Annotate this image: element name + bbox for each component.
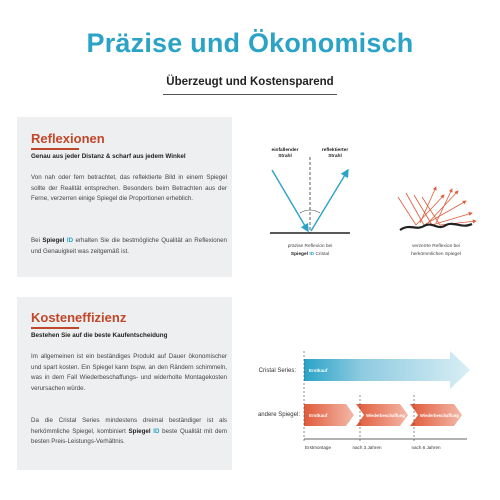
caption-distorted-line-1: verzerrte Reflexion bei xyxy=(412,244,460,249)
bar-label-first-purchase: Erstkauf xyxy=(309,368,328,373)
brand-name: Spiegel xyxy=(42,237,65,244)
timeline-label-3-years: nach 3 Jahren xyxy=(352,445,382,450)
page-title: Präzise und Ökonomisch xyxy=(86,28,414,58)
bar-label-replacement-2: Wiederbeschaffung xyxy=(420,413,459,418)
page-subtitle: Überzeugt und Kostensparend xyxy=(166,76,334,88)
cost-comparison-diagram xyxy=(242,345,492,455)
label-incident-ray-line-1: einfallender xyxy=(271,148,299,153)
kosteneffizienz-subheading: Bestehen Sie auf die beste Kaufentscheidung xyxy=(31,332,168,339)
timeline-label-6-years: nach 6 Jahren xyxy=(411,445,441,450)
incident-ray xyxy=(272,170,308,231)
label-incident-ray-line-2: Strahl xyxy=(278,154,292,159)
caption-distorted-line-2: herkömmlichen Spiegel xyxy=(411,252,461,257)
brand-id: ID xyxy=(66,237,74,244)
label-reflected-ray-line-1: reflektierter xyxy=(321,148,349,153)
distorted-rays xyxy=(398,187,476,225)
kosteneffizienz-paragraph-2 xyxy=(31,416,227,448)
caption-precise-line-1: präzise Reflexion bei xyxy=(287,244,333,249)
kosteneffizienz-panel xyxy=(17,297,232,470)
row-label-other-mirrors: andere Spiegel: xyxy=(257,412,300,418)
timeline-label-initial-install: Erstmontage xyxy=(304,445,332,450)
bar-label-replacement-1: Wiederbeschaffung xyxy=(366,413,405,418)
brand-name: Spiegel xyxy=(128,427,151,435)
uneven-mirror-surface xyxy=(400,224,472,230)
row-label-cristal-series: Cristal Series: xyxy=(258,368,296,374)
reflexionen-heading: Reflexionen xyxy=(31,131,105,146)
reflexionen-paragraph-2 xyxy=(31,236,227,257)
reflection-diagram xyxy=(240,135,490,275)
reflexionen-heading-underline xyxy=(31,148,79,150)
reflexionen-paragraph-2-start: Bei xyxy=(31,237,43,244)
label-reflected-ray-line-2: Strahl xyxy=(328,154,342,159)
reflexionen-subheading: Genau aus jeder Distanz & scharf aus jedem Winkel xyxy=(31,153,186,160)
bar-label-first-purchase-other: Erstkauf xyxy=(309,413,328,418)
kosteneffizienz-paragraph-2-start: Da die Cristal Series mindestens dreimal beständiger ist als herkömmliche Spiegel, kombiniert xyxy=(31,417,227,435)
reflected-ray xyxy=(311,170,348,231)
kosteneffizienz-paragraph-2-end: beste Qualität mit dem besten Preis-Leistungs-Verhältnis. xyxy=(31,427,227,446)
reflexionen-panel xyxy=(17,117,232,277)
caption-precise-line-2: Spiegel ID Cristal xyxy=(290,252,330,257)
kosteneffizienz-heading: Kosteneffizienz xyxy=(31,310,127,325)
kosteneffizienz-heading-underline xyxy=(31,327,79,329)
reflexionen-paragraph-2-end: erhalten Sie die bestmögliche Qualität an Reflexionen und Genauigkeit was zeitgemäß ist. xyxy=(31,237,227,255)
bar-cristal-series xyxy=(304,351,470,389)
brand-id: ID xyxy=(153,427,160,435)
reflexionen-paragraph-1: Von nah oder fern betrachtet, das reflektierte Bild in einem Spiegel sollte der Realität entsprechen. Besonders beim Betrachten aus der Ferne, verzerren einige Spiegel die Proportionen erheblich. xyxy=(31,174,227,203)
kosteneffizienz-paragraph-1: Im allgemeinen ist ein beständiges Produkt auf Dauer ökonomischer und spart kosten. Ein Spiegel kann bspw. an den Rändern schimmeln, was in dem Fall Wiederbeschaffungs- und widerholte Montagekosten verursachen würde. xyxy=(31,353,227,392)
subtitle-underline xyxy=(163,94,337,95)
